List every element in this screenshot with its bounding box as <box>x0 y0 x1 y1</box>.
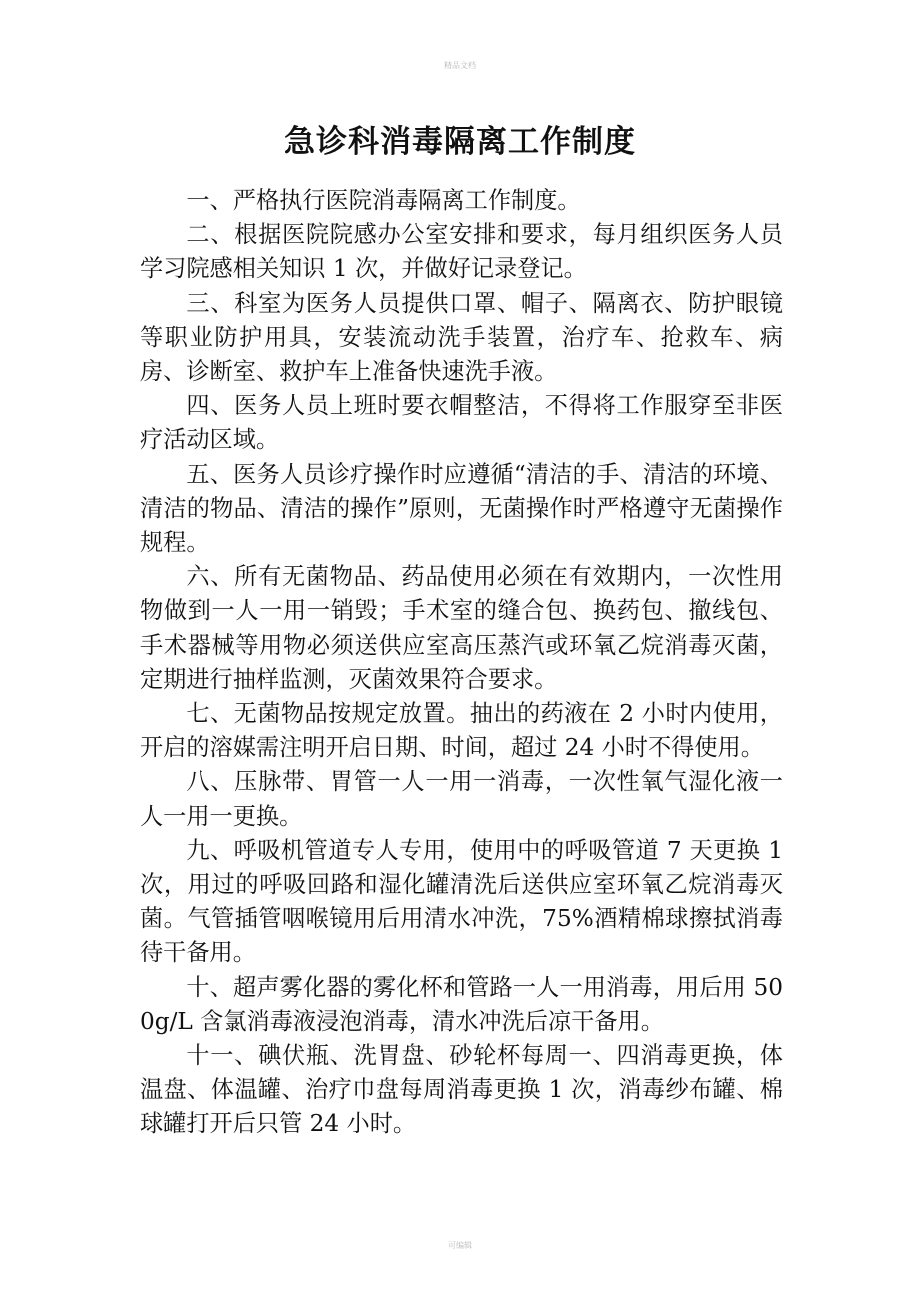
paragraph-6: 六、所有无菌物品、药品使用必须在有效期内，一次性用物做到一人一用一销毁；手术室的缝合包、换药包、撤线包、手术器械等用物必须送供应室高压蒸汽或环氧乙烷消毒灭菌，定期进行抽样监测，灭菌效果符合要求。 <box>140 563 783 693</box>
paragraph-10: 十、超声雾化器的雾化杯和管路一人一用消毒，用后用 500g/L 含氯消毒液浸泡消毒，清水冲洗后凉干备用。 <box>140 973 783 1035</box>
paragraph-8: 八、压脉带、胃管一人一用一消毒，一次性氧气湿化液一人一用一更换。 <box>140 768 783 830</box>
document-body <box>140 184 783 1142</box>
paragraph-11: 十一、碘伏瓶、洗胃盘、砂轮杯每周一、四消毒更换，体温盘、体温罐、治疗巾盘每周消毒更换 1 次，消毒纱布罐、棉球罐打开后只管 24 小时。 <box>140 1042 783 1138</box>
document-title: 急诊科消毒隔离工作制度 <box>284 124 636 160</box>
header-watermark: 精品文档 <box>444 61 476 70</box>
paragraph-3: 三、科室为医务人员提供口罩、帽子、隔离衣、防护眼镜等职业防护用具，安装流动洗手装置，治疗车、抢救车、病房、诊断室、救护车上准备快速洗手液。 <box>140 289 783 386</box>
paragraph-5: 五、医务人员诊疗操作时应遵循“清洁的手、清洁的环境、清洁的物品、清洁的操作”原则，无菌操作时严格遵守无菌操作规程。 <box>140 460 783 557</box>
paragraph-9: 九、呼吸机管道专人专用，使用中的呼吸管道 7 天更换 1 次，用过的呼吸回路和湿化罐清洗后送供应室环氧乙烷消毒灭菌。气管插管咽喉镜用后用清水冲洗，75%酒精棉球擦拭消毒待干备用。 <box>140 836 783 967</box>
paragraph-2: 二、根据医院院感办公室安排和要求，每月组织医务人员学习院感相关知识 1 次，并做好记录登记。 <box>140 221 783 283</box>
paragraph-7: 七、无菌物品按规定放置。抽出的药液在 2 小时内使用，开启的溶媒需注明开启日期、时间，超过 24 小时不得使用。 <box>140 700 783 762</box>
paragraph-1: 一、严格执行医院消毒隔离工作制度。 <box>186 187 581 214</box>
paragraph-4: 四、医务人员上班时要衣帽整洁，不得将工作服穿至非医疗活动区域。 <box>140 392 783 454</box>
footer-watermark: 可编辑 <box>448 1241 472 1250</box>
